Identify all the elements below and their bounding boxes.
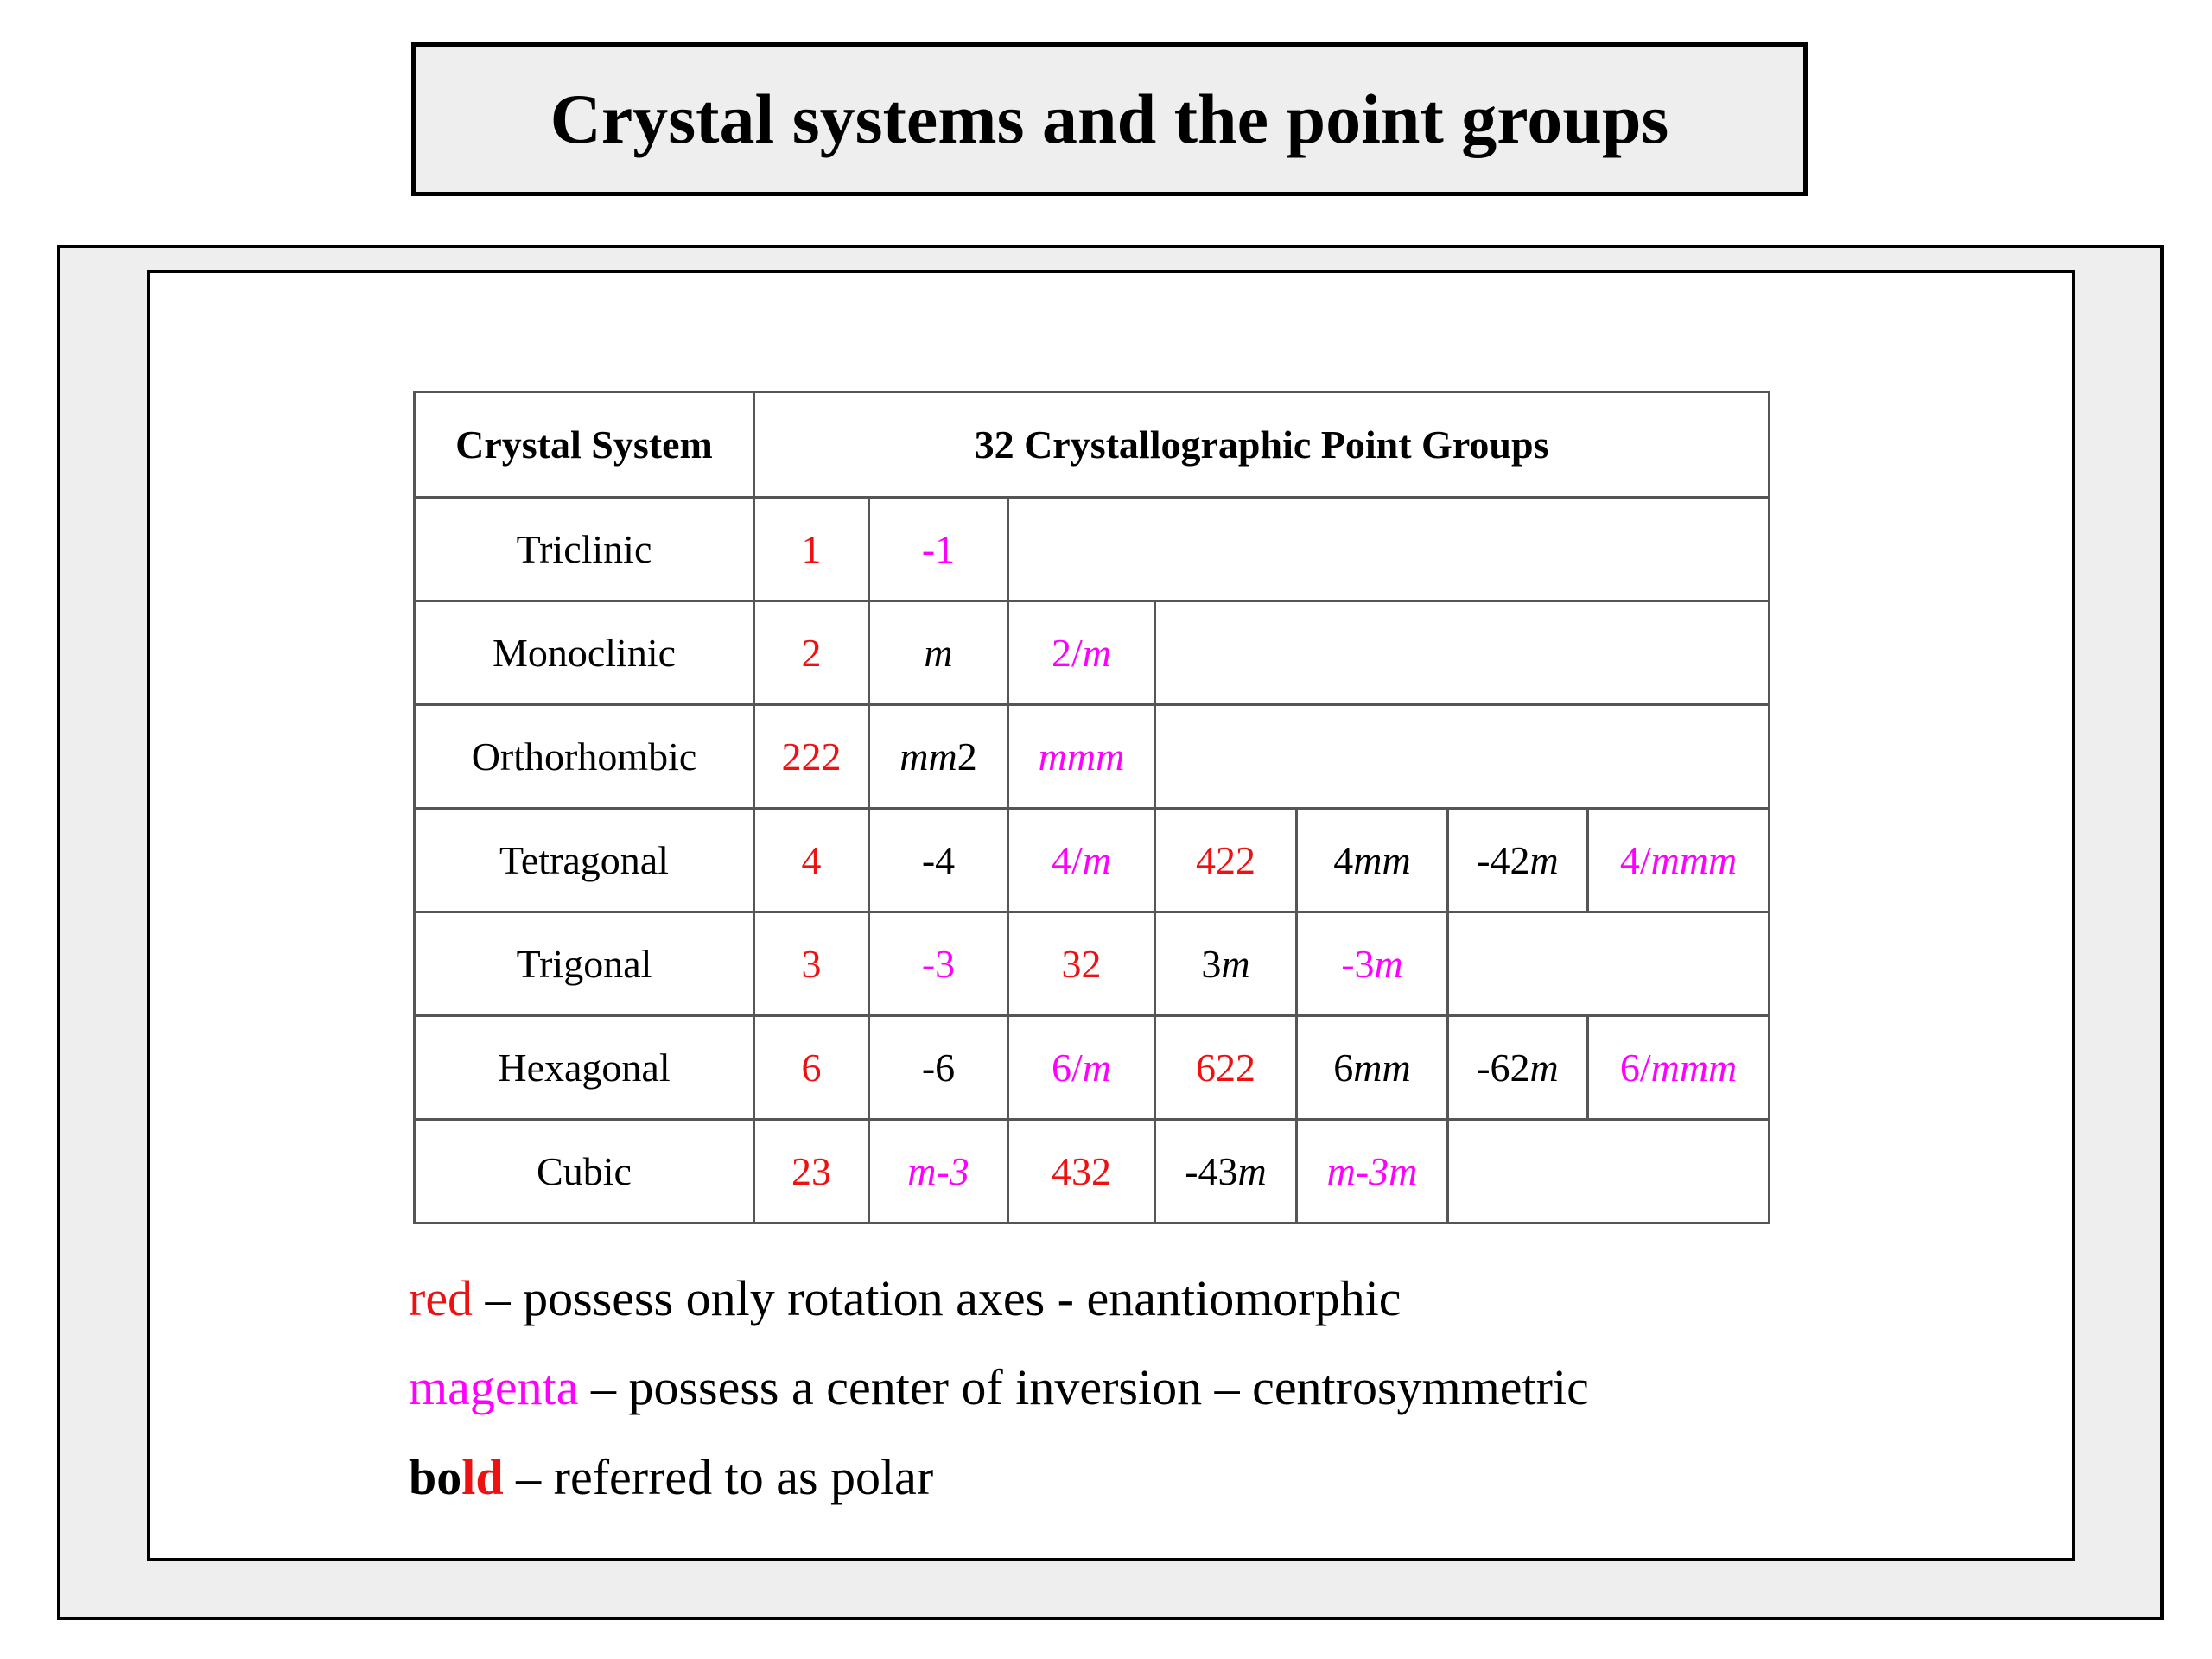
point-group-cell: -1 [869,498,1008,601]
pg-m: m [1529,1046,1559,1090]
point-group-cell [1297,1016,1448,1120]
point-group-cell: m-3 [869,1120,1008,1224]
point-group-cell [1448,809,1588,912]
pg-num: 6/ [1051,1046,1083,1090]
point-group-cell: 422 [1155,809,1297,912]
legend-bold-word-b: ld [461,1449,504,1505]
system-name: Orthorhombic [415,705,754,809]
pg-m: m [1374,942,1403,986]
pg-num: 6 [1333,1046,1354,1090]
point-group-cell [1008,1016,1155,1120]
pg-num: 4/ [1619,838,1651,882]
point-group-cell [869,705,1008,809]
pg-num: -42 [1477,838,1530,882]
point-group-cell: 4 [754,809,869,912]
pg-m: m [1082,1046,1111,1090]
point-group-cell: -4 [869,809,1008,912]
table-row [415,498,1770,601]
point-group-cell [1588,1016,1770,1120]
point-group-cell: 222 [754,705,869,809]
system-name: Cubic [415,1120,754,1224]
pg-m: m [1529,838,1559,882]
legend-red-desc: – possess only rotation axes - enantiomorphic [473,1270,1402,1326]
header-point-groups: 32 Crystallographic Point Groups [754,392,1770,498]
pg-num: 4 [1333,838,1354,882]
pg-m: m [1237,1149,1267,1193]
point-group-cell: m [869,601,1008,705]
pg-m: mmm [1650,838,1738,882]
system-name: Monoclinic [415,601,754,705]
empty-cell [1448,912,1770,1016]
pg-num: -43 [1185,1149,1238,1193]
pg-num: 3 [1201,942,1222,986]
point-groups-table [413,391,1770,1224]
legend-magenta-desc: – possess a center of inversion – centrosymmetric [578,1359,1589,1415]
point-group-cell: m-3m [1297,1120,1448,1224]
point-group-cell [1155,912,1297,1016]
empty-cell [1008,498,1770,601]
page-title [411,42,1808,196]
table-header-row [415,392,1770,498]
point-group-cell: 1 [754,498,869,601]
pg-num: 4/ [1051,838,1083,882]
point-group-cell: 23 [754,1120,869,1224]
legend-magenta-word: magenta [409,1359,579,1415]
point-group-cell: 3 [754,912,869,1016]
pg-m: mmm [1650,1046,1738,1090]
pg-m: mm [1353,838,1411,882]
table-row [415,601,1770,705]
system-name: Tetragonal [415,809,754,912]
point-group-cell [1008,601,1155,705]
point-group-cell: -3 [869,912,1008,1016]
table-row [415,809,1770,912]
table-row [415,1120,1770,1224]
legend-red [409,1270,1402,1326]
table-row [415,912,1770,1016]
point-group-cell: 6 [754,1016,869,1120]
system-name: Trigonal [415,912,754,1016]
pg-num: 2 [957,734,977,779]
point-group-cell: 32 [1008,912,1155,1016]
page-title-text: Crystal systems and the point groups [550,79,1669,158]
point-group-cell: mmm [1008,705,1155,809]
point-group-cell: 2 [754,601,869,705]
point-group-cell: 622 [1155,1016,1297,1120]
pg-num: 6/ [1619,1046,1651,1090]
pg-num: -3 [1341,942,1375,986]
pg-num: -62 [1477,1046,1530,1090]
system-name: Hexagonal [415,1016,754,1120]
pg-m: mm [899,734,957,779]
point-group-cell [1588,809,1770,912]
table-row [415,705,1770,809]
point-group-cell [1448,1016,1588,1120]
empty-cell [1448,1120,1770,1224]
pg-m: m [1082,631,1111,675]
pg-m: mm [1353,1046,1411,1090]
legend-bold [409,1449,934,1505]
point-group-cell [1297,809,1448,912]
pg-m: m [1082,838,1111,882]
legend-bold-word-a: bo [409,1449,462,1505]
legend-red-word: red [409,1270,474,1326]
point-group-cell [1008,809,1155,912]
system-name: Triclinic [415,498,754,601]
pg-num: 2/ [1051,631,1083,675]
table-row [415,1016,1770,1120]
point-group-cell [1297,912,1448,1016]
point-group-cell: 432 [1008,1120,1155,1224]
empty-cell [1155,705,1770,809]
empty-cell [1155,601,1770,705]
legend-magenta [409,1359,1589,1415]
pg-m: m [1221,942,1250,986]
legend-bold-desc: – referred to as polar [503,1449,934,1505]
header-crystal-system: Crystal System [415,392,754,498]
point-group-cell [1155,1120,1297,1224]
point-group-cell: -6 [869,1016,1008,1120]
